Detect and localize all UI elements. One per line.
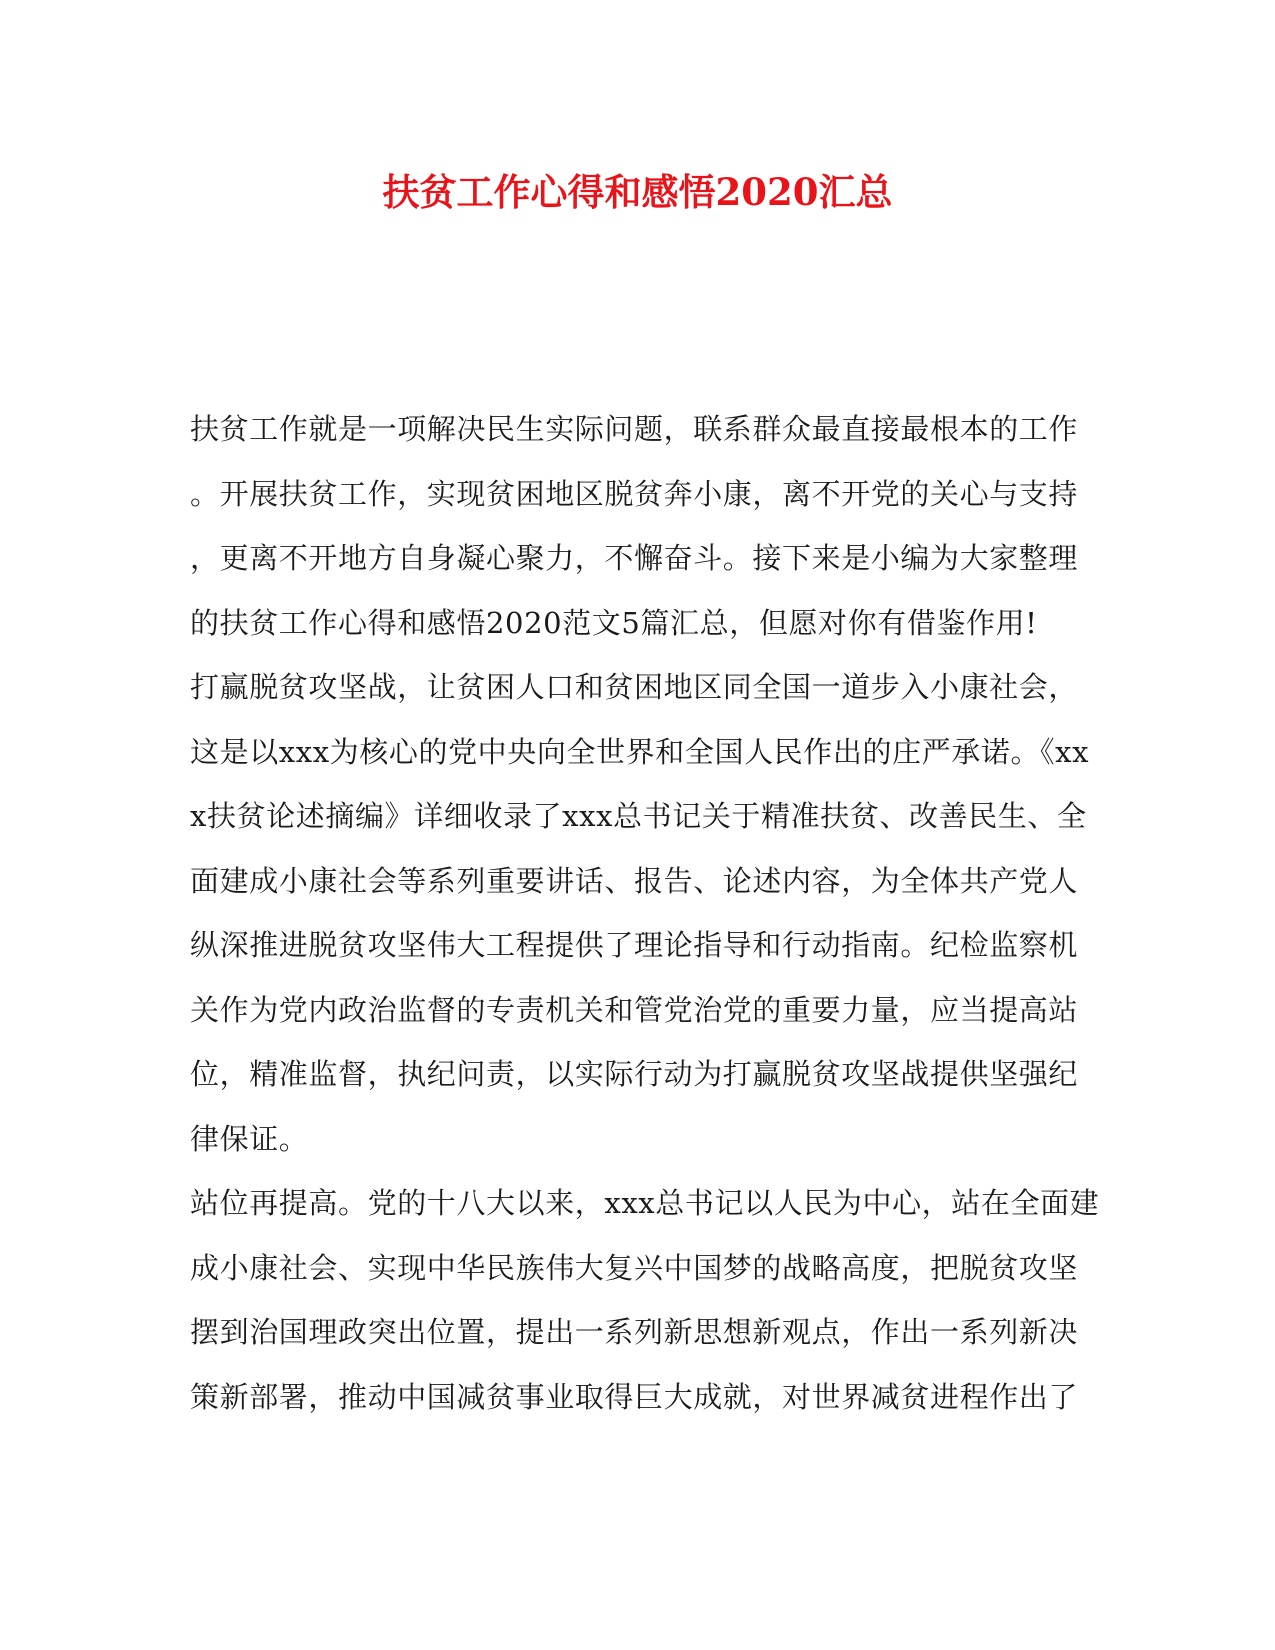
- body-line: 打赢脱贫攻坚战，让贫困人口和贫困地区同全国一道步入小康社会，: [190, 670, 1079, 704]
- body-line: ，更离不开地方自身凝心聚力，不懈奋斗。接下来是小编为大家整理: [190, 541, 1079, 575]
- body-line: 位，精准监督，执纪问责，以实际行动为打赢脱贫攻坚战提供坚强纪: [190, 1057, 1079, 1091]
- body-line: 关作为党内政治监督的专责机关和管党治党的重要力量，应当提高站: [190, 992, 1079, 1027]
- body-line: 站位再提高。党的十八大以来，xxx总书记以人民为中心，站在全面建: [190, 1186, 1100, 1220]
- body-line: 这是以xxx为核心的党中央向全世界和全国人民作出的庄严承诺。《xx: [190, 734, 1090, 769]
- body-line: 律保证。: [190, 1121, 309, 1156]
- body-line: 成小康社会、实现中华民族伟大复兴中国梦的战略高度，把脱贫攻坚: [190, 1250, 1079, 1285]
- body-line: 摆到治国理政突出位置，提出一系列新思想新观点，作出一系列新决: [190, 1315, 1079, 1349]
- body-line: 纵深推进脱贫攻坚伟大工程提供了理论指导和行动指南。纪检监察机: [190, 928, 1079, 962]
- body-line: 扶贫工作就是一项解决民生实际问题，联系群众最直接最根本的工作: [190, 412, 1079, 446]
- body-line: x扶贫论述摘编》详细收录了xxx总书记关于精准扶贫、改善民生、全: [190, 799, 1087, 833]
- document-body: [190, 409, 1100, 1441]
- document-title: 扶贫工作心得和感悟2020汇总: [382, 170, 893, 214]
- body-line: 面建成小康社会等系列重要讲话、报告、论述内容，为全体共产党人: [190, 863, 1079, 898]
- body-line: 策新部署，推动中国减贫事业取得巨大成就，对世界减贫进程作出了: [190, 1379, 1079, 1414]
- body-line: 。开展扶贫工作，实现贫困地区脱贫奔小康，离不开党的关心与支持: [190, 476, 1079, 511]
- body-line: 的扶贫工作心得和感悟2020范文5篇汇总，但愿对你有借鉴作用!: [190, 605, 1038, 640]
